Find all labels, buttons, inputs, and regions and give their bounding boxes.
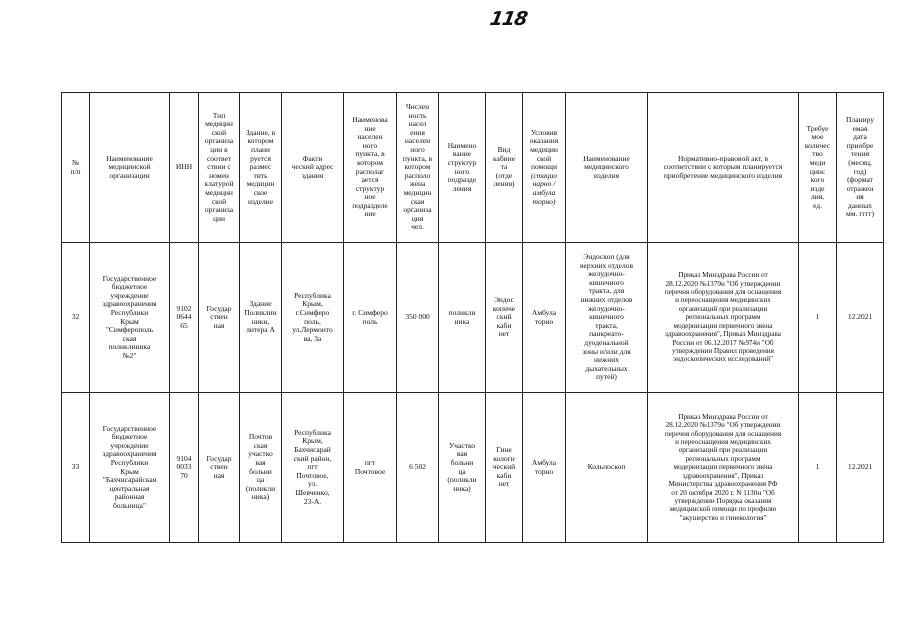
cell-unit: Участко вая больни ца (поликли ника) [439,393,486,543]
cell-org: Государственное бюджетное учреждение здравоохранения Республики Крым "Симферополь ская поликлиника №2" [90,243,170,393]
header-date: Планиру емая дата приобре тения (месяц, год) (формат отражен ия данных мм. гггг) [837,93,884,243]
header-conditions [523,93,566,243]
cell-type: Государ ствен ная [199,393,240,543]
cell-type: Государ ствен ная [199,243,240,393]
cell-device: Кольпоскоп [566,393,648,543]
cell-building: Почтов ская участко вая больни ца (поликли ника) [240,393,282,543]
cell-locality: г. Симферо поль [344,243,397,393]
cell-address: Республика Крым, г.Симферо поль, ул.Лермонто ва, 3а [282,243,344,393]
header-locality: Наименова ние населен ного пункта, в котором располаг ается структур ное подразделе ние [344,93,397,243]
header-building: Здание, в котором плани руется размес тить медицин ское изделие [240,93,282,243]
cell-num: 33 [62,393,90,543]
procurement-table [61,92,884,543]
header-device: Наименование медицинского изделия [566,93,648,243]
cell-basis: Приказ Минздрава России от 28.12.2020 №1379н "Об утверждении перечня оборудования для оснащения и переоснащения медицинских организаций при реализации региональных программ модернизации первичного звена здравоохранения", Приказ Министерства здравоохранения РФ от 20 октября 2020 г. N 1130н "Об утверждении Порядка оказания медицинской помощи по профилю "акушерство и гинекология" [648,393,799,543]
table-row [62,393,884,543]
header-unit: Наимено вание структур ного подразде ления [439,93,486,243]
cell-cabinet: Эндос копиче ский каби нет [486,243,523,393]
header-address: Факти ческий адрес здания [282,93,344,243]
table-header-row [62,93,884,243]
cell-inn: 9104 0033 70 [170,393,199,543]
cell-address: Республика Крым, Бахчисарай ский район, пгт Почтовое, ул. Шевченко, 23-А. [282,393,344,543]
header-basis: Нормативно-правовой акт, в соответствии с которым планируется приобретение медицинского изделия [648,93,799,243]
header-org: Наименование медицинской организации [90,93,170,243]
cell-qty: 1 [799,243,837,393]
cell-date: 12.2021 [837,243,884,393]
cell-qty: 1 [799,393,837,543]
cell-population: 350 000 [397,243,439,393]
header-conditions-label: Условия оказания медицин ской помощи [529,127,559,172]
cell-unit: поликли ника [439,243,486,393]
header-num: № п/п [62,93,90,243]
cell-device: Эндоскоп (для верхних отделов желудочно- кишечного тракта, для нижних отделов желудочно- кишечного тракта, панкреато- дуоденальной зоны и/или для нижних дыхательных путей) [566,243,648,393]
cell-building: Здание Поликлин ники, литера А [240,243,282,393]
header-qty: Требуе мое количес тво меди цинс кого изде лия, ед. [799,93,837,243]
header-population: Числен ность насел ения населен ного пункта, в котором располо жена медицин ская организа ция чел. [397,93,439,243]
table-row [62,243,884,393]
page-number: 118 [488,8,529,30]
cell-conditions: Амбула торно [523,393,566,543]
cell-basis: Приказ Минздрава России от 28.12.2020 №1379н "Об утверждении перечня оборудования для оснащения и переоснащения медицинских организаций при реализации региональных программ модернизации первичного звена здравоохранения", Приказ Минздрава России от 06.12.2017 №974н "Об утверждении Правил проведения эндоскопических исследований" [648,243,799,393]
cell-inn: 9102 0644 65 [170,243,199,393]
cell-org: Государственное бюджетное учреждение здравоохранения Республики Крым "Бахчисарайская центральная районная больница" [90,393,170,543]
header-conditions-note: (стацио нарно / амбула торно) [530,170,558,206]
cell-population: 6 502 [397,393,439,543]
cell-num: 32 [62,243,90,393]
header-type: Тип медицин ской организа ции в соответ ствии с номен клатурой медицин ской организа ции [199,93,240,243]
cell-locality: пгт Почтовое [344,393,397,543]
cell-cabinet: Гине кологи ческий каби нет [486,393,523,543]
cell-conditions: Амбула торно [523,243,566,393]
header-cabinet: Вид кабине та (отде ления) [486,93,523,243]
cell-date: 12.2021 [837,393,884,543]
header-inn: ИНН [170,93,199,243]
